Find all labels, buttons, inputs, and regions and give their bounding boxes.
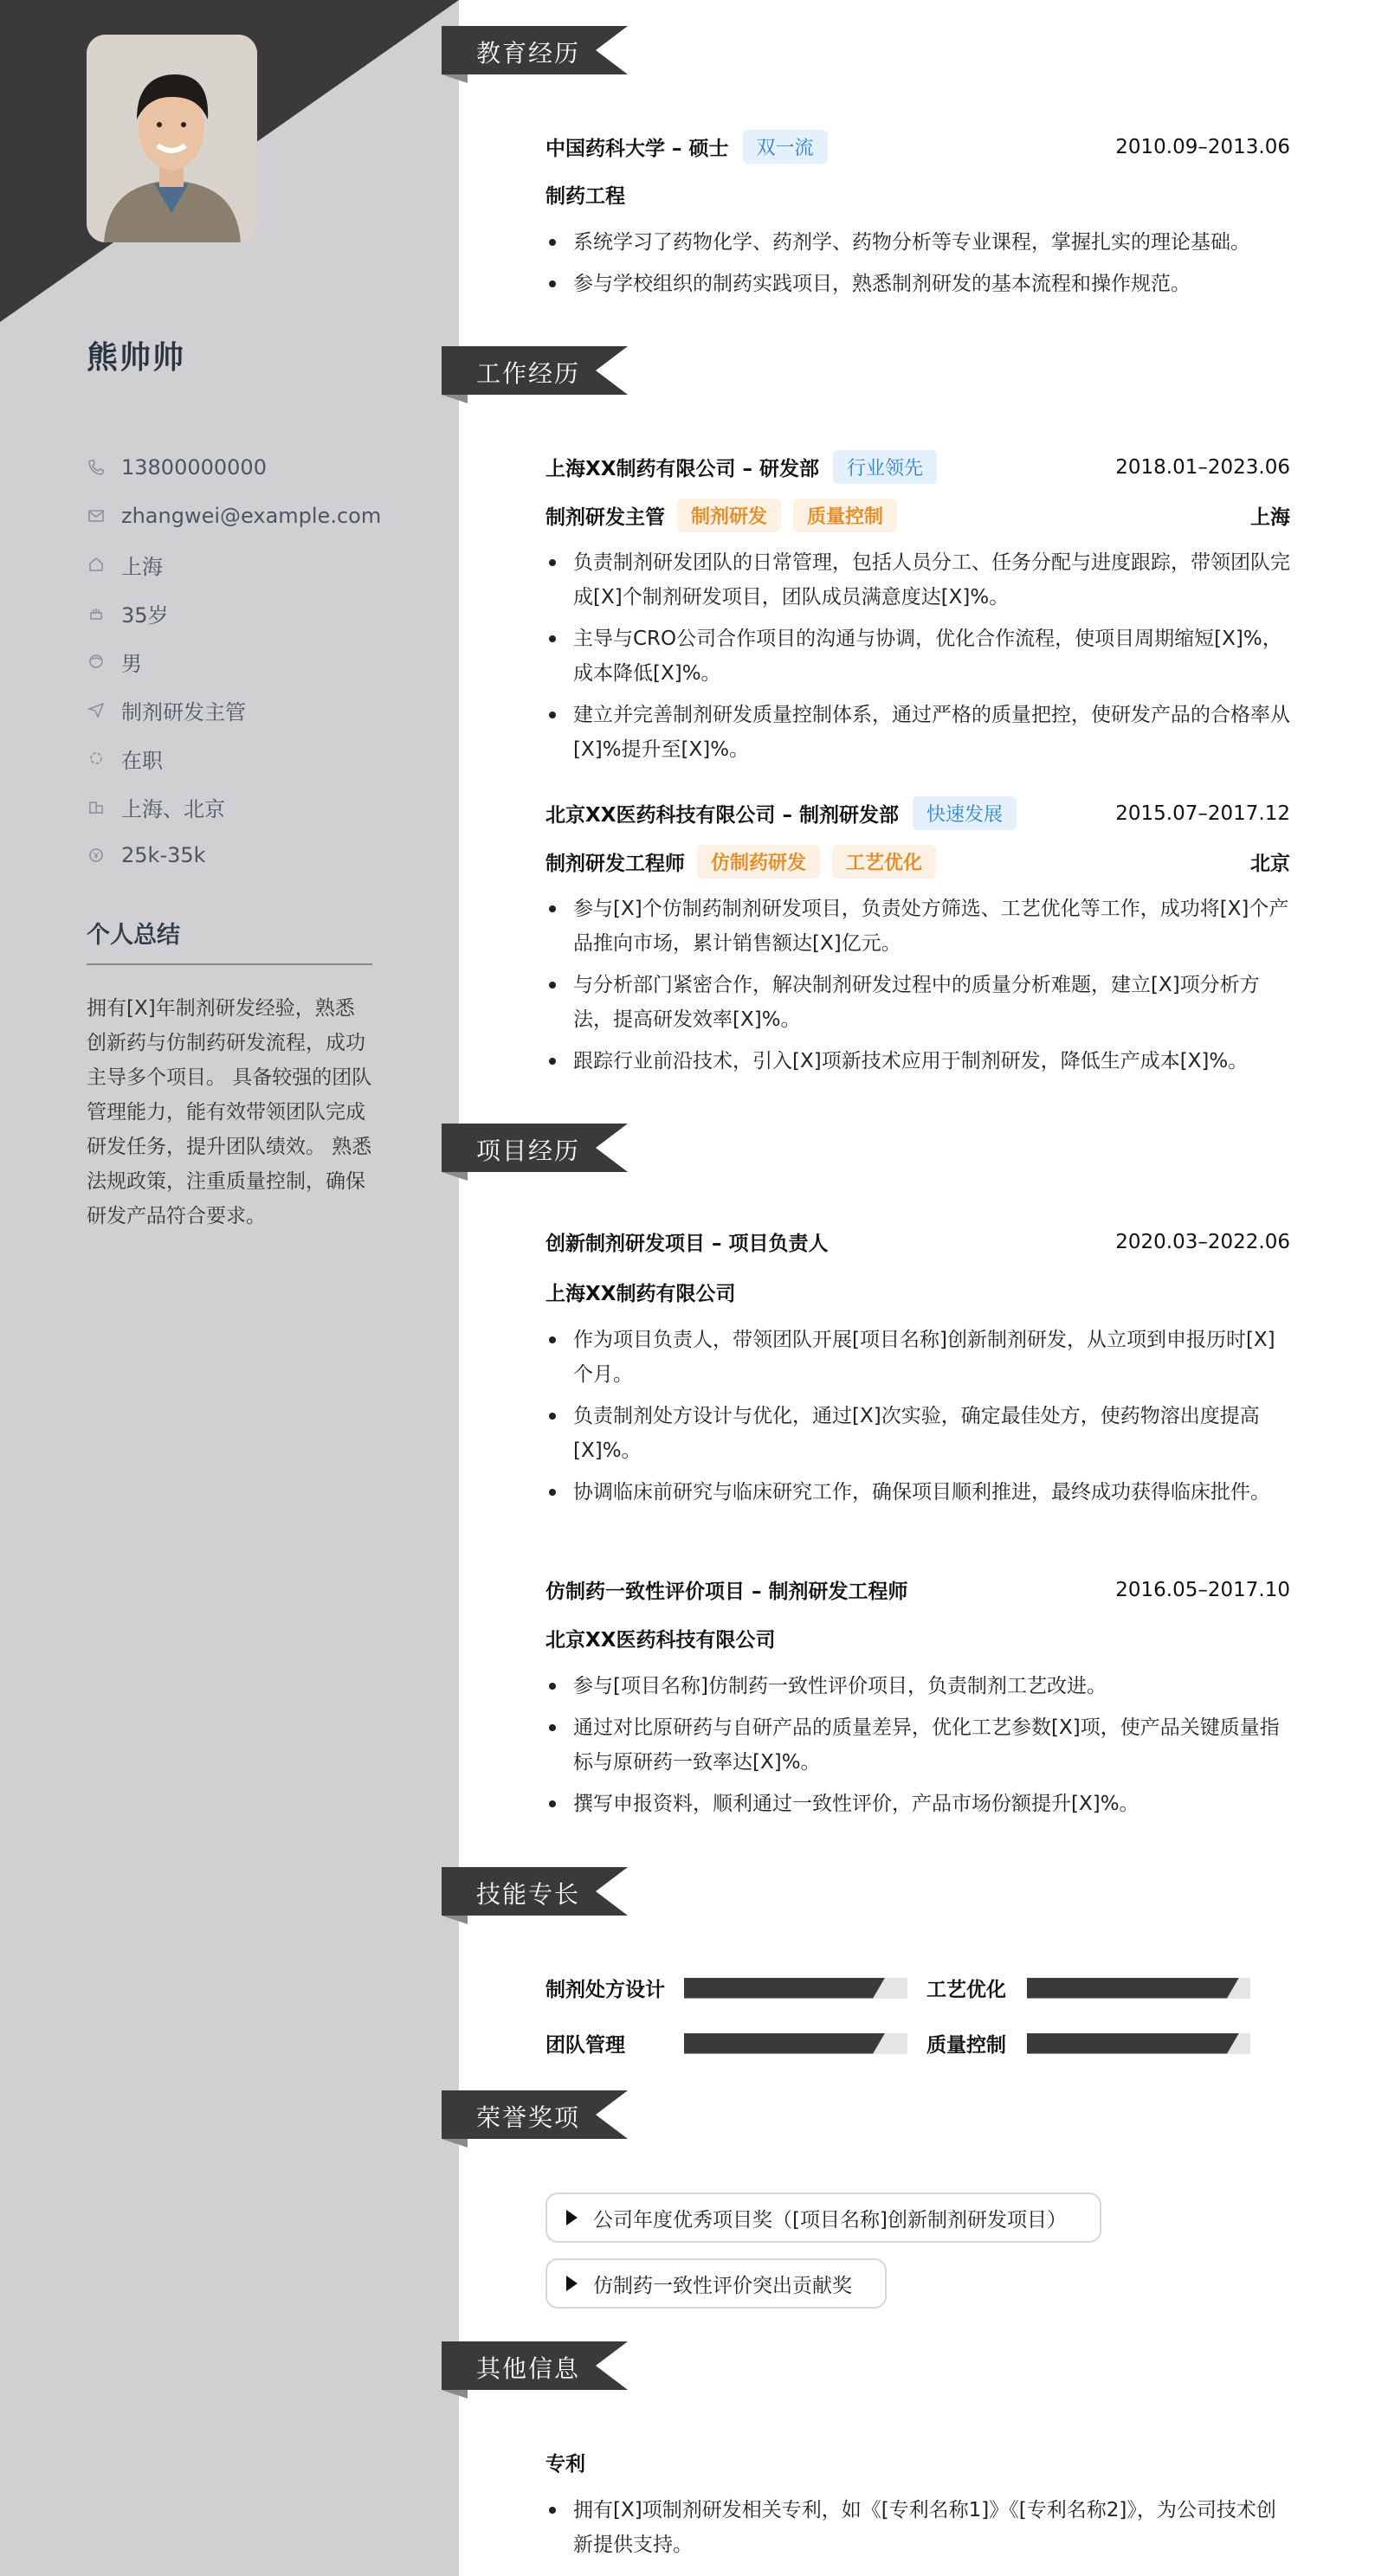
home-icon — [87, 555, 106, 574]
work-bullets — [545, 892, 1290, 1085]
contact-text: 在职 — [121, 748, 163, 773]
skill-bar — [1027, 2033, 1250, 2054]
list-item: 参与[项目名称]仿制药一致性评价项目，负责制剂工艺改进。 — [545, 1669, 1290, 1703]
company-name: 北京XX医药科技有限公司 – 制剂研发部 — [545, 804, 899, 827]
contact-text: 上海 — [121, 554, 163, 579]
sidebar — [0, 0, 459, 2576]
section-title: 教育经历 — [476, 39, 581, 68]
project-bullets — [545, 1669, 1290, 1828]
list-item: 参与[X]个仿制药制剂研发项目，负责处方筛选、工艺优化等工作，成功将[X]个产品推向市场，累计销售额达[X]亿元。 — [545, 892, 1290, 961]
position-icon — [87, 700, 106, 719]
project-title: 创新制剂研发项目 – 项目负责人 — [545, 1233, 829, 1255]
award-item — [545, 2258, 887, 2309]
contact-city — [87, 540, 416, 589]
project-title: 仿制药一致性评价项目 – 制剂研发工程师 — [545, 1581, 908, 1603]
skill-bar-fill — [684, 1978, 885, 1999]
education-major-row — [545, 180, 1290, 209]
major: 制药工程 — [545, 185, 625, 208]
list-item: 主导与CRO公司合作项目的沟通与协调，优化合作流程，使项目周期缩短[X]%，成本降低[X]%。 — [545, 621, 1290, 691]
section-title: 荣誉奖项 — [476, 2103, 581, 2132]
skill-item — [926, 1974, 1250, 2002]
summary-text: 拥有[X]年制剂研发经验，熟悉创新药与仿制药研发流程，成功主导多个项目。 具备较强的团队管理能力，能有效带领团队完成研发任务，提升团队绩效。 熟悉法规政策，注重质量控制，确保研发产品符合要求。 — [87, 997, 372, 1227]
project-org: 北京XX医药科技有限公司 — [545, 1629, 776, 1652]
contact-text: 13800000000 — [121, 455, 267, 480]
skill-name: 工艺优化 — [926, 1979, 1006, 2001]
work-location: 上海 — [1250, 506, 1290, 529]
skill-item — [545, 1974, 907, 2002]
section-education-header — [442, 26, 628, 74]
city-icon — [87, 797, 106, 816]
work-date: 2018.01–2023.06 — [1115, 455, 1290, 479]
contact-text: 25k-35k — [121, 843, 206, 867]
phone-icon — [87, 458, 106, 477]
contact-text: 上海、北京 — [121, 796, 225, 821]
list-item: 负责制剂处方设计与优化，通过[X]次实验，确定最佳处方，使药物溶出度提高[X]%。 — [545, 1399, 1290, 1468]
skill-name: 质量控制 — [926, 2034, 1006, 2057]
list-item: 拥有[X]项制剂研发相关专利，如《[专利名称1]》《[专利名称2]》，为公司技术创新提供支持。 — [545, 2493, 1290, 2562]
avatar — [87, 35, 257, 242]
skill-name: 团队管理 — [545, 2034, 625, 2057]
section-honors-header — [442, 2090, 628, 2139]
contact-list — [87, 443, 416, 879]
role-title: 制剂研发主管 — [545, 506, 665, 529]
summary-title: 个人总结 — [87, 916, 372, 965]
section-projects-header — [442, 1124, 628, 1172]
play-triangle-icon — [566, 2210, 578, 2225]
list-item: 建立并完善制剂研发质量控制体系，通过严格的质量把控，使研发产品的合格率从[X]%提升至[X]%。 — [545, 698, 1290, 767]
work-entry-header — [545, 450, 1290, 484]
section-title: 项目经历 — [476, 1137, 581, 1165]
role-title: 制剂研发工程师 — [545, 853, 685, 875]
contact-text: 制剂研发主管 — [121, 699, 246, 724]
section-title: 工作经历 — [476, 359, 581, 388]
skill-badge: 工艺优化 — [832, 845, 936, 879]
list-item: 跟踪行业前沿技术，引入[X]项新技术应用于制剂研发，降低生产成本[X]%。 — [545, 1044, 1290, 1079]
work-location: 北京 — [1250, 853, 1290, 875]
award-text: 公司年度优秀项目奖（[项目名称]创新制剂研发项目） — [593, 2208, 1067, 2231]
candidate-name: 熊帅帅 — [87, 340, 186, 376]
list-item: 作为项目负责人，带领团队开展[项目名称]创新制剂研发，从立项到申报历时[X]个月。 — [545, 1323, 1290, 1392]
company-tag-badge: 快速发展 — [913, 796, 1017, 830]
skill-bar — [1027, 1978, 1250, 1999]
list-item: 撰写申报资料，顺利通过一致性评价，产品市场份额提升[X]%。 — [545, 1787, 1290, 1821]
list-item: 通过对比原研药与自研产品的质量差异，优化工艺参数[X]项，使产品关键质量指标与原研药一致率达[X]%。 — [545, 1710, 1290, 1780]
school-name: 中国药科大学 – 硕士 — [545, 138, 729, 160]
project-org-row — [545, 1624, 1290, 1652]
salary-icon — [87, 846, 106, 865]
section-skills-header — [442, 1867, 628, 1916]
work-entry-header — [545, 796, 1290, 830]
skill-bar-fill — [1027, 2033, 1239, 2054]
list-item: 参与学校组织的制药实践项目，熟悉制剂研发的基本流程和操作规范。 — [545, 267, 1290, 301]
play-triangle-icon — [566, 2276, 578, 2291]
skill-name: 制剂处方设计 — [545, 1979, 665, 2001]
education-date: 2010.09–2013.06 — [1115, 135, 1290, 158]
work-bullets — [545, 545, 1290, 774]
list-item: 与分析部门紧密合作，解决制剂研发过程中的质量分析难题，建立[X]项分析方法，提高研发效率[X]%。 — [545, 968, 1290, 1037]
company-name: 上海XX制药有限公司 – 研发部 — [545, 458, 819, 480]
award-text: 仿制药一致性评价突出贡献奖 — [593, 2274, 852, 2297]
skill-item — [545, 2029, 907, 2058]
work-date: 2015.07–2017.12 — [1115, 802, 1290, 825]
contact-position — [87, 686, 416, 734]
education-bullets — [545, 225, 1290, 308]
contact-phone — [87, 443, 416, 492]
mail-icon — [87, 506, 106, 525]
contact-target-city — [87, 782, 416, 831]
school-tag-badge: 双一流 — [743, 130, 828, 164]
skill-badge: 仿制药研发 — [697, 845, 820, 879]
skill-bar-fill — [684, 2033, 885, 2054]
other-title-row — [545, 2448, 1290, 2476]
contact-text: zhangwei@example.com — [121, 504, 382, 528]
skill-bar — [684, 2033, 907, 2054]
age-icon — [87, 603, 106, 622]
project-entry-header — [545, 1575, 1290, 1604]
contact-status — [87, 734, 416, 782]
section-title: 技能专长 — [476, 1880, 581, 1909]
project-bullets — [545, 1323, 1290, 1517]
section-title: 其他信息 — [476, 2354, 581, 2383]
status-icon — [87, 749, 106, 768]
list-item: 负责制剂研发团队的日常管理，包括人员分工、任务分配与进度跟踪，带领团队完成[X]个制剂研发项目，团队成员满意度达[X]%。 — [545, 545, 1290, 615]
contact-gender — [87, 637, 416, 686]
contact-text: 男 — [121, 651, 142, 676]
patent-bullets — [545, 2493, 1290, 2569]
skill-badge: 质量控制 — [793, 499, 897, 532]
skill-badge: 制剂研发 — [677, 499, 781, 532]
skill-bar — [684, 1978, 907, 1999]
company-tag-badge: 行业领先 — [833, 450, 937, 484]
award-item — [545, 2193, 1101, 2243]
education-entry-header — [545, 130, 1290, 164]
section-other-header — [442, 2341, 628, 2390]
project-org-row — [545, 1278, 1290, 1306]
project-date: 2020.03–2022.06 — [1115, 1230, 1290, 1253]
gender-icon — [87, 652, 106, 671]
patent-title: 专利 — [545, 2453, 585, 2476]
contact-text: 35岁 — [121, 602, 169, 628]
project-org: 上海XX制药有限公司 — [545, 1283, 736, 1305]
contact-salary — [87, 831, 416, 879]
contact-age — [87, 589, 416, 637]
skill-item — [926, 2029, 1250, 2058]
list-item: 协调临床前研究与临床研究工作，确保项目顺利推进，最终成功获得临床批件。 — [545, 1475, 1290, 1510]
work-role-row — [545, 499, 1290, 532]
list-item: 系统学习了药物化学、药剂学、药物分析等专业课程，掌握扎实的理论基础。 — [545, 225, 1290, 260]
contact-email — [87, 492, 416, 540]
project-date: 2016.05–2017.10 — [1115, 1578, 1290, 1601]
skill-bar-fill — [1027, 1978, 1239, 1999]
project-entry-header — [545, 1227, 1290, 1256]
section-work-header — [442, 346, 628, 395]
work-role-row — [545, 845, 1290, 879]
